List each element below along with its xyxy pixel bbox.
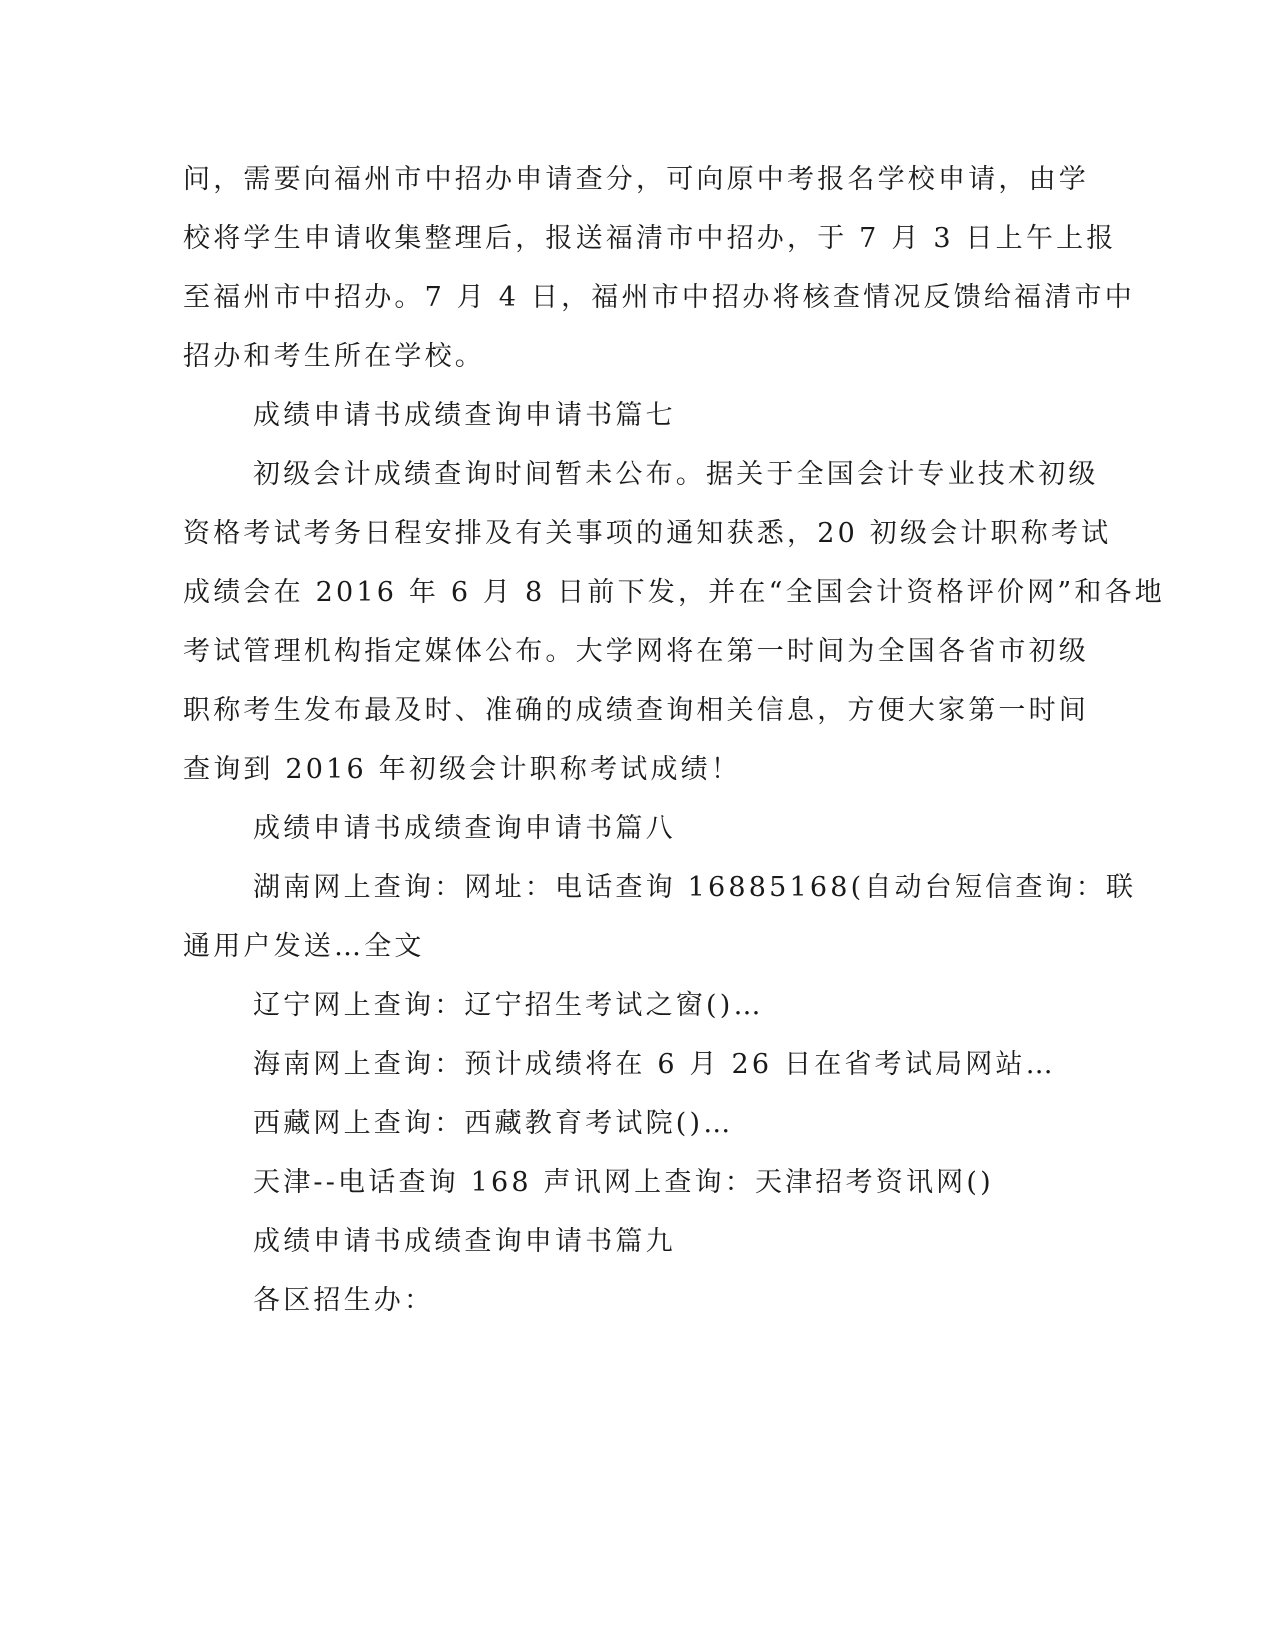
section-heading: 成绩申请书成绩查询申请书篇七 xyxy=(253,400,676,431)
section-heading: 成绩申请书成绩查询申请书篇八 xyxy=(253,813,676,844)
text-line: 资格考试考务日程安排及有关事项的通知获悉，20 初级会计职称考试 xyxy=(183,518,1112,549)
text-line: 招办和考生所在学校。 xyxy=(183,341,485,372)
text-line: 考试管理机构指定媒体公布。大学网将在第一时间为全国各省市初级 xyxy=(183,636,1089,667)
text-line: 职称考生发布最及时、准确的成绩查询相关信息，方便大家第一时间 xyxy=(183,695,1089,726)
text-line: 成绩会在 2016 年 6 月 8 日前下发，并在“全国会计资格评价网”和各地 xyxy=(183,577,1165,608)
text-line: 湖南网上查询：网址：电话查询 16885168(自动台短信查询：联 xyxy=(253,872,1137,903)
section-heading: 成绩申请书成绩查询申请书篇九 xyxy=(253,1226,676,1257)
text-line: 校将学生申请收集整理后，报送福清市中招办，于 7 月 3 日上午上报 xyxy=(183,223,1117,254)
text-line: 通用户发送…全文 xyxy=(183,931,425,962)
text-line: 查询到 2016 年初级会计职称考试成绩！ xyxy=(183,754,742,785)
body-text xyxy=(183,150,1165,1330)
text-line: 至福州市中招办。7 月 4 日，福州市中招办将核查情况反馈给福清市中 xyxy=(183,282,1135,313)
text-line: 问，需要向福州市中招办申请查分，可向原中考报名学校申请，由学 xyxy=(183,164,1089,195)
text-line: 各区招生办： xyxy=(253,1285,435,1316)
text-line: 初级会计成绩查询时间暂未公布。据关于全国会计专业技术初级 xyxy=(253,459,1099,490)
text-line: 天津--电话查询 168 声讯网上查询：天津招考资讯网() xyxy=(253,1167,994,1198)
text-line: 辽宁网上查询：辽宁招生考试之窗()… xyxy=(253,990,764,1021)
text-line: 西藏网上查询：西藏教育考试院()… xyxy=(253,1108,734,1139)
text-line: 海南网上查询：预计成绩将在 6 月 26 日在省考试局网站… xyxy=(253,1049,1056,1080)
